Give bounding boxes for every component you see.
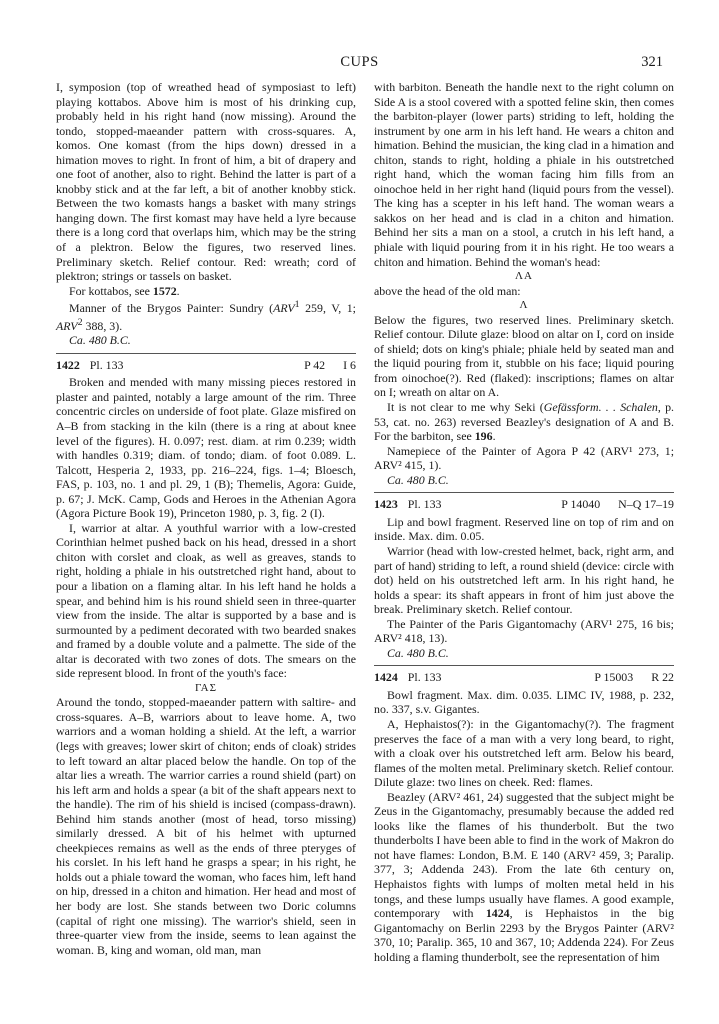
entry-number: 1422 xyxy=(56,357,80,372)
catalog-reference: 1424 xyxy=(485,906,510,921)
inscription: Λ xyxy=(519,299,529,312)
date-line: Ca. 480 B.C. xyxy=(387,645,449,660)
inventory-number: P 42 xyxy=(304,357,326,372)
plate-ref: Pl. 133 xyxy=(407,497,442,512)
paragraph: A, Hephaistos(?): in the Gigantomachy(?). The fragment preserves the face of a man with a very long beard, to right, with a cloak over his outstretched left arm. Below his beard, flames of the molten metal. Preliminary sketch. Relief contour. Dilute glaze: two lines on cheek. Red: flames. xyxy=(374,716,674,790)
left-column xyxy=(56,80,356,957)
paragraph: Lip and bowl fragment. Reserved line on top of rim and on inside. Max. dim. 0.05. xyxy=(374,514,674,544)
running-title: CUPS xyxy=(340,54,379,70)
catalog-reference: 1572 xyxy=(152,283,177,298)
paragraph: Warrior (head with low-crested helmet, back, right arm, and part of hand) striding to left, a round shield (device: circle with dot) held on his outstretched left arm. In his right hand, he holds a spear: its shaft appears in front of him just above the break. Preliminary sketch. Relief contour. xyxy=(374,543,674,617)
paragraph: I, symposion (top of wreathed head of symposiast to left) playing kottabos. Above him is most of his drinking cup, probably held in his right hand (now missing). Around the tondo, stopped-maeander pattern with cross-squares. A, komos. One komast (from the hips down) dressed in a himation moves to right. In front of him, a bit of drapery and one foot of another, also to right. Behind the latter is part of a knobby stick and at the far left, a bit of another knobby stick. Between the two komasts hangs a basket with many strings hanging down. The first komast may have held a lyre because there is a long cord that overlaps him, which may be the string of a plektron. Below the figures, two reserved lines. Preliminary sketch. Relief contour. Red: wreath; cord of plektron; strings or tassels on basket. xyxy=(56,80,356,284)
paragraph: I, warrior at altar. A youthful warrior with a low-crested Corinthian helmet pushed back on his head, dressed in a short chiton with corslet and cloak, as well as greaves, stands to right, holding a phiale in his outstretched right hand, about to pour a libation on a flaming altar. In his left hand he holds a spear, and behind him is his round shield seen in three-quarter view from the inside. The altar is supported by a base and is surmounted by a pediment decorated with two bearded snakes and framed by a double volute and a palmette. The side of the altar is decorated with two zones of dots. The smears on the side represent blood. In front of the youth's face: xyxy=(56,520,356,681)
paragraph: Around the tondo, stopped-maeander pattern with saltire- and cross-squares. A–B, warriors about to leave home. A, two warriors and a woman holding a shield. At the left, a warrior (legs with greaves; lower skirt of chiton; ends of cloak) strides to left toward an altar placed below the handle. On top of the altar lies a wreath. The warrior carries a round shield (part) on his left arm and holds a spear (a bit of the shaft appears next to the handle). The rim of his shield is incised (compass-drawn). Behind him stands another (most of head, torso missing) similarly dressed. A bit of his helmet with upturned cheekpieces remains as well as the ends of three pteryges of his corslet. In his left hand he grasps a spear; in his right, he holds out a phiale toward the woman, who faces him, left hand on hip, dressed in a chiton and himation. Her head and most of her body are lost. She stands between two Doric columns (capital of right one missing). The warrior's shield, seen in three-quarter view from the inside, seems to lean against the woman. B, king and woman, old man, man xyxy=(56,695,356,957)
paragraph: Bowl fragment. Max. dim. 0.035. LIMC IV, 1988, p. 232, no. 337, s.v. Gigantes. xyxy=(374,687,674,717)
grid-ref: I 6 xyxy=(343,357,356,372)
catalog-reference: 196 xyxy=(474,429,493,444)
inscription: ΛΑ xyxy=(515,270,533,283)
attribution: Manner of the Brygos Painter: Sundry (ARV$^1$ 259, V, 1; ARV$^2$ 388, 3). xyxy=(56,299,356,333)
grid-ref: N–Q 17–19 xyxy=(618,497,674,512)
entry-heading-1423 xyxy=(374,492,674,512)
paragraph: For kottabos, see 1572. xyxy=(69,283,180,298)
inscription: ΓΑΣ xyxy=(194,681,217,694)
page-number: 321 xyxy=(641,54,663,70)
entry-heading-1422 xyxy=(56,353,356,373)
date-line: Ca. 480 B.C. xyxy=(69,333,131,348)
date-line: Ca. 480 B.C. xyxy=(387,472,449,487)
paragraph: with barbiton. Beneath the handle next to the right column on Side A is a stool covered with a spotted feline skin, then comes the barbiton-player (lower parts) striding to left, holding the instrument by one arm in his left hand. He wears a chiton and himation. Behind the musician, the king clad in a himation and chiton, stands to right, holding a phiale in his outstretched right hand, which the woman facing him fills from an oinochoe held in her right hand (liquid pours from the vessel). The king has a scepter in his left hand. The woman wears a sakkos on her head and is clad in a chiton and himation. Behind her sits a man on a stool, a crutch in his left hand, a phiale with liquid pouring from it in his right. He too wears a chiton and himation. Behind the woman's head: xyxy=(374,80,674,269)
paragraph: Broken and mended with many missing pieces restored in plaster and painted, notably a large amount of the rim. Three concentric circles on underside of foot plate. Glaze misfired on A–B from stacking in the kiln (there is a ring at about knee level of the figures). H. 0.097; rest. diam. at rim 0.239; width with handles 0.319; diam. of tondo; diam. of foot 0.089. L. Talcott, Hesperia 2, 1933, pp. 216–224, figs. 1–4; Bloesch, FAS, p. 103, no. 1 and pl. 29, 1 (B); Themelis, Agora: Guide, p. 67; J. McK. Camp, Gods and Heroes in the Athenian Agora (Agora Picture Book 19), Princeton 1980, p. 3, fig. 2 (I). xyxy=(56,375,356,521)
inventory-number: P 15003 xyxy=(594,670,634,685)
attribution: The Painter of the Paris Gigantomachy (ARV¹ 275, 16 bis; ARV² 418, 13). xyxy=(374,616,674,646)
plate-ref: Pl. 133 xyxy=(407,670,442,685)
paragraph: Below the figures, two reserved lines. Preliminary sketch. Relief contour. Dilute glaze: blood on altar on I, cord on inside of shield; dots on king's phiale; phiale held by seated man and the liquid pouring from it, stubble on his face; liquid pouring from oinochoe(?). Red (flaked): inscriptions; flames on altar on I; wreath on altar on A. xyxy=(374,312,674,400)
right-column xyxy=(374,80,674,964)
paragraph: It is not clear to me why Seki (Gefässform. . . Schalen, p. 53, cat. no. 263) reversed Beazley's designation of A and B. For the barbiton, see 196. xyxy=(374,400,674,444)
inventory-number: P 14040 xyxy=(561,497,601,512)
plate-ref: Pl. 133 xyxy=(89,357,124,372)
page-header xyxy=(0,54,719,74)
paragraph: above the head of the old man: xyxy=(374,283,521,298)
entry-heading-1424 xyxy=(374,665,674,685)
paragraph: Beazley (ARV² 461, 24) suggested that the subject might be Zeus in the Gigantomachy, presumably because the added red looks like the flames of his thunderbolt. But the two thunderbolts I have been able to find in the work of Makron do not have flames: London, B.M. E 140 (ARV² 459, 3; Paralip. 377, 3; Addenda 243). From the late 6th century on, Hephaistos fights with lumps of molten metal held in his tongs, and these lumps usually have flames. A good example, contemporary with 1424, is Hephaistos in the big Gigantomachy on Berlin 2293 by the Brygos Painter (ARV² 370, 10; Paralip. 365, 10 and 367, 10; Addenda 224). For Zeus holding a flaming thunderbolt, see the representation of him xyxy=(374,789,674,964)
grid-ref: R 22 xyxy=(651,670,674,685)
entry-number: 1423 xyxy=(374,497,398,512)
attribution: Namepiece of the Painter of Agora P 42 (ARV¹ 273, 1; ARV² 415, 1). xyxy=(374,443,674,473)
entry-number: 1424 xyxy=(374,670,398,685)
